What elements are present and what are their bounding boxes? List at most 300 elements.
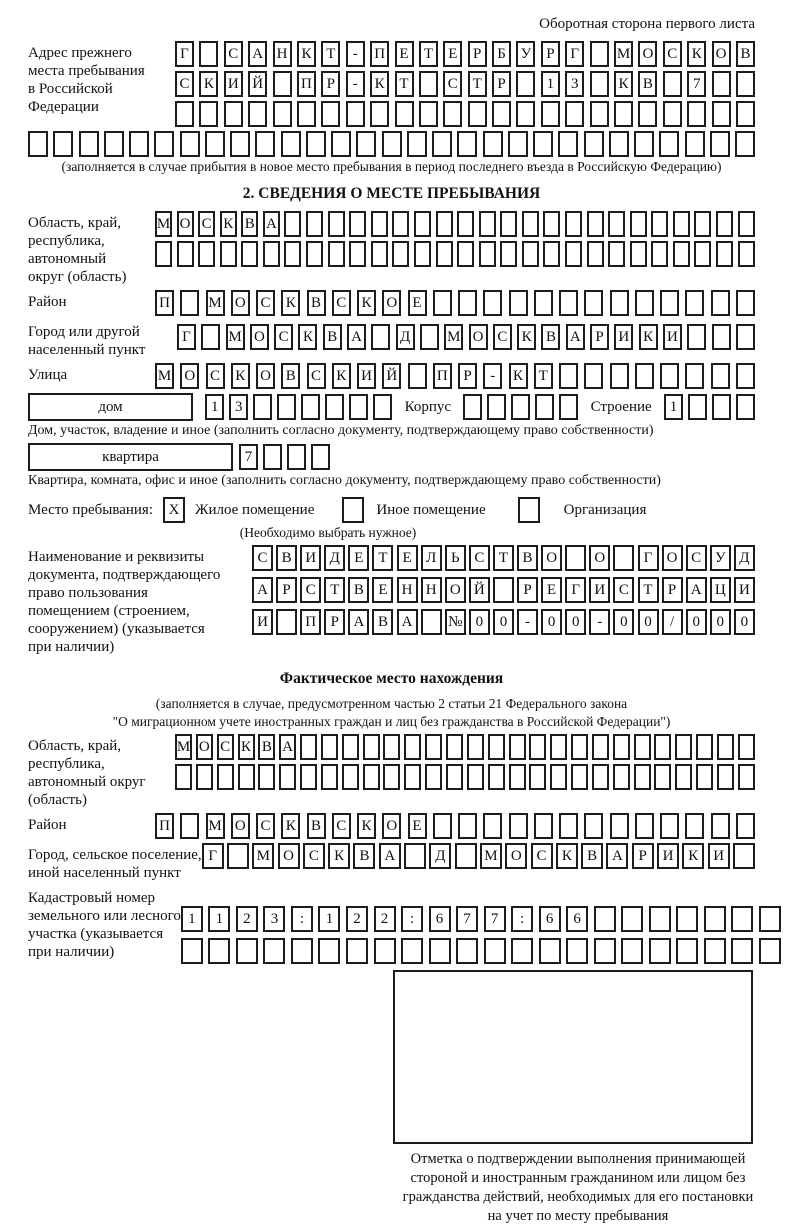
char-cell[interactable] (571, 764, 588, 790)
char-cell[interactable] (436, 241, 453, 267)
char-cell[interactable] (687, 324, 706, 350)
char-cell[interactable] (371, 241, 388, 267)
char-cell[interactable] (279, 764, 296, 790)
char-cell[interactable]: 2 (346, 906, 368, 932)
char-cell[interactable] (712, 71, 731, 97)
char-cell[interactable]: А (263, 211, 280, 237)
char-cell[interactable] (704, 938, 726, 964)
char-cell[interactable]: : (401, 906, 423, 932)
char-cell[interactable] (559, 394, 578, 420)
char-cell[interactable]: А (686, 577, 707, 603)
char-cell[interactable]: К (281, 290, 300, 316)
char-cell[interactable] (738, 211, 755, 237)
char-cell[interactable]: 3 (229, 394, 248, 420)
char-cell[interactable] (433, 813, 452, 839)
char-cell[interactable] (635, 363, 654, 389)
char-cell[interactable]: Т (324, 577, 345, 603)
char-cell[interactable] (704, 906, 726, 932)
char-cell[interactable]: 1 (205, 394, 224, 420)
char-cell[interactable]: У (710, 545, 731, 571)
char-cell[interactable]: П (155, 813, 174, 839)
char-cell[interactable]: В (736, 41, 755, 67)
char-cell[interactable] (609, 131, 629, 157)
char-cell[interactable]: И (657, 843, 679, 869)
char-cell[interactable]: Н (397, 577, 418, 603)
char-cell[interactable]: Б (492, 41, 511, 67)
char-cell[interactable] (446, 734, 463, 760)
char-cell[interactable] (660, 363, 679, 389)
char-cell[interactable] (584, 813, 603, 839)
char-cell[interactable]: 1 (181, 906, 203, 932)
char-cell[interactable]: А (252, 577, 273, 603)
char-cell[interactable]: К (281, 813, 300, 839)
char-cell[interactable]: 7 (687, 71, 706, 97)
char-cell[interactable] (291, 938, 313, 964)
char-cell[interactable] (694, 211, 711, 237)
char-cell[interactable] (508, 131, 528, 157)
char-cell[interactable] (759, 906, 781, 932)
char-cell[interactable] (443, 101, 462, 127)
char-cell[interactable] (180, 813, 199, 839)
char-cell[interactable]: Д (396, 324, 415, 350)
char-cell[interactable]: Р (468, 41, 487, 67)
char-cell[interactable] (331, 131, 351, 157)
char-cell[interactable] (458, 813, 477, 839)
char-cell[interactable] (663, 71, 682, 97)
char-cell[interactable]: С (256, 290, 275, 316)
char-cell[interactable] (273, 71, 292, 97)
char-cell[interactable]: С (274, 324, 293, 350)
char-cell[interactable] (696, 734, 713, 760)
char-cell[interactable] (467, 734, 484, 760)
char-cell[interactable] (717, 764, 734, 790)
char-cell[interactable]: О (256, 363, 275, 389)
char-cell[interactable]: А (248, 41, 267, 67)
char-cell[interactable] (543, 241, 560, 267)
char-cell[interactable] (392, 241, 409, 267)
char-cell[interactable] (463, 394, 482, 420)
char-cell[interactable] (638, 101, 657, 127)
char-cell[interactable] (736, 394, 755, 420)
char-cell[interactable] (590, 101, 609, 127)
char-cell[interactable] (436, 211, 453, 237)
char-cell[interactable] (712, 101, 731, 127)
char-cell[interactable]: К (370, 71, 389, 97)
char-cell[interactable] (180, 131, 200, 157)
char-cell[interactable]: Н (421, 577, 442, 603)
char-cell[interactable]: М (175, 734, 192, 760)
char-cell[interactable]: М (206, 813, 225, 839)
char-cell[interactable] (311, 444, 330, 470)
char-cell[interactable] (395, 101, 414, 127)
char-cell[interactable] (241, 241, 258, 267)
char-cell[interactable]: М (252, 843, 274, 869)
char-cell[interactable] (217, 764, 234, 790)
char-cell[interactable]: О (638, 41, 657, 67)
char-cell[interactable]: Е (408, 290, 427, 316)
char-cell[interactable]: П (370, 41, 389, 67)
char-cell[interactable] (407, 131, 427, 157)
char-cell[interactable] (205, 131, 225, 157)
char-cell[interactable]: В (517, 545, 538, 571)
char-cell[interactable] (224, 101, 243, 127)
char-cell[interactable] (281, 131, 301, 157)
char-cell[interactable] (263, 938, 285, 964)
char-cell[interactable] (559, 813, 578, 839)
char-cell[interactable]: Г (565, 577, 586, 603)
char-cell[interactable]: О (382, 290, 401, 316)
char-cell[interactable] (736, 71, 755, 97)
char-cell[interactable] (663, 101, 682, 127)
char-cell[interactable] (306, 131, 326, 157)
char-cell[interactable] (717, 734, 734, 760)
char-cell[interactable] (342, 764, 359, 790)
char-cell[interactable] (529, 764, 546, 790)
char-cell[interactable] (479, 211, 496, 237)
char-cell[interactable] (201, 324, 220, 350)
char-cell[interactable] (716, 241, 733, 267)
char-cell[interactable]: Е (372, 577, 393, 603)
char-cell[interactable]: А (397, 609, 418, 635)
char-cell[interactable]: Т (372, 545, 393, 571)
char-cell[interactable] (509, 813, 528, 839)
char-cell[interactable] (613, 545, 634, 571)
char-cell[interactable]: 0 (638, 609, 659, 635)
char-cell[interactable] (590, 41, 609, 67)
char-cell[interactable] (198, 241, 215, 267)
char-cell[interactable] (104, 131, 124, 157)
char-cell[interactable] (516, 71, 535, 97)
char-cell[interactable]: Д (734, 545, 755, 571)
char-cell[interactable]: К (357, 290, 376, 316)
char-cell[interactable]: С (469, 545, 490, 571)
char-cell[interactable] (630, 211, 647, 237)
char-cell[interactable] (284, 241, 301, 267)
char-cell[interactable] (392, 211, 409, 237)
char-cell[interactable]: О (382, 813, 401, 839)
char-cell[interactable] (529, 734, 546, 760)
char-cell[interactable]: С (332, 813, 351, 839)
char-cell[interactable] (468, 101, 487, 127)
char-cell[interactable] (614, 101, 633, 127)
char-cell[interactable]: О (662, 545, 683, 571)
char-cell[interactable] (227, 843, 249, 869)
char-cell[interactable]: Г (202, 843, 224, 869)
char-cell[interactable]: К (231, 363, 250, 389)
char-cell[interactable] (736, 101, 755, 127)
char-cell[interactable] (284, 211, 301, 237)
char-cell[interactable] (258, 764, 275, 790)
char-cell[interactable]: В (281, 363, 300, 389)
char-cell[interactable]: Е (541, 577, 562, 603)
char-cell[interactable]: Е (395, 41, 414, 67)
char-cell[interactable]: П (300, 609, 321, 635)
char-cell[interactable] (487, 394, 506, 420)
char-cell[interactable]: 2 (236, 906, 258, 932)
char-cell[interactable] (373, 394, 392, 420)
char-cell[interactable]: В (258, 734, 275, 760)
char-cell[interactable] (535, 394, 554, 420)
char-cell[interactable] (420, 324, 439, 350)
char-cell[interactable] (673, 241, 690, 267)
char-cell[interactable]: О (231, 290, 250, 316)
char-cell[interactable] (592, 734, 609, 760)
char-cell[interactable] (534, 813, 553, 839)
char-cell[interactable] (414, 211, 431, 237)
char-cell[interactable]: В (541, 324, 560, 350)
char-cell[interactable]: 1 (541, 71, 560, 97)
char-cell[interactable]: 6 (566, 906, 588, 932)
char-cell[interactable] (621, 906, 643, 932)
char-cell[interactable]: С (686, 545, 707, 571)
char-cell[interactable] (649, 906, 671, 932)
char-cell[interactable] (610, 813, 629, 839)
char-cell[interactable]: О (589, 545, 610, 571)
char-cell[interactable]: Й (469, 577, 490, 603)
char-cell[interactable]: С (300, 577, 321, 603)
char-cell[interactable] (404, 734, 421, 760)
char-cell[interactable] (696, 764, 713, 790)
char-cell[interactable] (467, 764, 484, 790)
char-cell[interactable]: Г (638, 545, 659, 571)
char-cell[interactable]: Г (175, 41, 194, 67)
char-cell[interactable] (613, 734, 630, 760)
char-cell[interactable]: Р (324, 609, 345, 635)
char-cell[interactable]: Й (382, 363, 401, 389)
char-cell[interactable]: П (297, 71, 316, 97)
char-cell[interactable] (688, 394, 707, 420)
char-cell[interactable] (421, 609, 442, 635)
char-cell[interactable] (571, 734, 588, 760)
char-cell[interactable] (584, 290, 603, 316)
char-cell[interactable] (458, 290, 477, 316)
char-cell[interactable] (516, 101, 535, 127)
char-cell[interactable]: О (278, 843, 300, 869)
char-cell[interactable] (735, 131, 755, 157)
char-cell[interactable]: Р (662, 577, 683, 603)
char-cell[interactable] (177, 241, 194, 267)
char-cell[interactable] (584, 131, 604, 157)
char-cell[interactable] (550, 734, 567, 760)
char-cell[interactable]: Т (534, 363, 553, 389)
char-cell[interactable] (306, 211, 323, 237)
char-cell[interactable] (287, 444, 306, 470)
char-cell[interactable] (541, 101, 560, 127)
char-cell[interactable]: С (224, 41, 243, 67)
char-cell[interactable]: Е (348, 545, 369, 571)
char-cell[interactable] (455, 843, 477, 869)
char-cell[interactable] (230, 131, 250, 157)
char-cell[interactable] (712, 394, 731, 420)
char-cell[interactable] (425, 764, 442, 790)
char-cell[interactable] (731, 938, 753, 964)
char-cell[interactable]: Т (468, 71, 487, 97)
char-cell[interactable] (370, 101, 389, 127)
char-cell[interactable] (565, 101, 584, 127)
char-cell[interactable] (277, 394, 296, 420)
char-cell[interactable] (321, 764, 338, 790)
char-cell[interactable]: О (505, 843, 527, 869)
char-cell[interactable]: Г (177, 324, 196, 350)
char-cell[interactable] (634, 734, 651, 760)
char-cell[interactable]: 2 (374, 906, 396, 932)
char-cell[interactable] (509, 290, 528, 316)
char-cell[interactable] (346, 938, 368, 964)
char-cell[interactable] (738, 241, 755, 267)
char-cell[interactable]: Т (395, 71, 414, 97)
char-cell[interactable] (685, 131, 705, 157)
char-cell[interactable] (236, 938, 258, 964)
char-cell[interactable] (675, 734, 692, 760)
char-cell[interactable]: Т (419, 41, 438, 67)
residential-checkbox[interactable]: X (163, 497, 185, 523)
char-cell[interactable]: Т (321, 41, 340, 67)
char-cell[interactable]: : (291, 906, 313, 932)
char-cell[interactable]: Р (321, 71, 340, 97)
char-cell[interactable]: М (614, 41, 633, 67)
char-cell[interactable]: С (206, 363, 225, 389)
char-cell[interactable] (300, 764, 317, 790)
char-cell[interactable]: М (206, 290, 225, 316)
char-cell[interactable]: Й (248, 71, 267, 97)
char-cell[interactable] (328, 241, 345, 267)
char-cell[interactable] (425, 734, 442, 760)
char-cell[interactable]: № (445, 609, 466, 635)
char-cell[interactable] (199, 101, 218, 127)
char-cell[interactable]: В (323, 324, 342, 350)
char-cell[interactable]: О (712, 41, 731, 67)
char-cell[interactable]: И (252, 609, 273, 635)
char-cell[interactable] (651, 211, 668, 237)
char-cell[interactable]: И (708, 843, 730, 869)
char-cell[interactable]: Ц (710, 577, 731, 603)
char-cell[interactable] (349, 211, 366, 237)
char-cell[interactable] (634, 131, 654, 157)
char-cell[interactable]: 7 (239, 444, 258, 470)
char-cell[interactable] (687, 101, 706, 127)
char-cell[interactable] (276, 609, 297, 635)
char-cell[interactable] (263, 444, 282, 470)
char-cell[interactable]: К (328, 843, 350, 869)
char-cell[interactable]: В (581, 843, 603, 869)
char-cell[interactable]: О (250, 324, 269, 350)
char-cell[interactable] (483, 813, 502, 839)
char-cell[interactable] (175, 101, 194, 127)
char-cell[interactable]: И (224, 71, 243, 97)
char-cell[interactable] (404, 843, 426, 869)
char-cell[interactable]: К (517, 324, 536, 350)
char-cell[interactable] (154, 131, 174, 157)
char-cell[interactable] (253, 394, 272, 420)
char-cell[interactable] (196, 764, 213, 790)
char-cell[interactable] (608, 241, 625, 267)
char-cell[interactable] (342, 734, 359, 760)
char-cell[interactable]: С (303, 843, 325, 869)
char-cell[interactable]: 0 (541, 609, 562, 635)
char-cell[interactable]: К (687, 41, 706, 67)
char-cell[interactable] (321, 734, 338, 760)
char-cell[interactable] (180, 290, 199, 316)
char-cell[interactable]: С (613, 577, 634, 603)
organization-checkbox[interactable] (518, 497, 540, 523)
char-cell[interactable]: М (226, 324, 245, 350)
char-cell[interactable]: В (276, 545, 297, 571)
char-cell[interactable] (509, 734, 526, 760)
char-cell[interactable] (712, 324, 731, 350)
char-cell[interactable]: С (531, 843, 553, 869)
char-cell[interactable] (255, 131, 275, 157)
char-cell[interactable] (238, 764, 255, 790)
char-cell[interactable] (328, 211, 345, 237)
char-cell[interactable] (673, 211, 690, 237)
char-cell[interactable] (736, 813, 755, 839)
char-cell[interactable] (608, 211, 625, 237)
char-cell[interactable] (610, 363, 629, 389)
char-cell[interactable]: К (682, 843, 704, 869)
char-cell[interactable] (659, 131, 679, 157)
char-cell[interactable] (675, 764, 692, 790)
char-cell[interactable]: Р (492, 71, 511, 97)
char-cell[interactable] (383, 734, 400, 760)
char-cell[interactable] (736, 363, 755, 389)
char-cell[interactable] (325, 394, 344, 420)
char-cell[interactable] (649, 938, 671, 964)
char-cell[interactable]: 0 (565, 609, 586, 635)
char-cell[interactable]: А (566, 324, 585, 350)
char-cell[interactable]: М (155, 211, 172, 237)
char-cell[interactable] (759, 938, 781, 964)
char-cell[interactable] (318, 938, 340, 964)
char-cell[interactable]: 3 (565, 71, 584, 97)
char-cell[interactable] (651, 241, 668, 267)
char-cell[interactable] (493, 577, 514, 603)
char-cell[interactable] (654, 764, 671, 790)
char-cell[interactable] (522, 211, 539, 237)
char-cell[interactable]: Р (276, 577, 297, 603)
char-cell[interactable] (500, 241, 517, 267)
char-cell[interactable]: В (307, 813, 326, 839)
char-cell[interactable] (374, 938, 396, 964)
char-cell[interactable] (371, 324, 390, 350)
char-cell[interactable] (533, 131, 553, 157)
char-cell[interactable] (408, 363, 427, 389)
char-cell[interactable]: Р (458, 363, 477, 389)
char-cell[interactable] (676, 938, 698, 964)
char-cell[interactable]: К (614, 71, 633, 97)
char-cell[interactable] (539, 938, 561, 964)
char-cell[interactable] (28, 131, 48, 157)
char-cell[interactable]: Р (517, 577, 538, 603)
char-cell[interactable] (129, 131, 149, 157)
char-cell[interactable]: С (175, 71, 194, 97)
char-cell[interactable] (711, 290, 730, 316)
char-cell[interactable] (297, 101, 316, 127)
char-cell[interactable] (382, 131, 402, 157)
char-cell[interactable]: 6 (539, 906, 561, 932)
char-cell[interactable]: К (357, 813, 376, 839)
char-cell[interactable]: 7 (456, 906, 478, 932)
char-cell[interactable] (594, 906, 616, 932)
char-cell[interactable] (587, 241, 604, 267)
char-cell[interactable]: А (379, 843, 401, 869)
char-cell[interactable]: У (516, 41, 535, 67)
char-cell[interactable] (349, 241, 366, 267)
char-cell[interactable] (592, 764, 609, 790)
char-cell[interactable] (660, 290, 679, 316)
char-cell[interactable]: О (196, 734, 213, 760)
char-cell[interactable]: А (348, 609, 369, 635)
char-cell[interactable] (710, 131, 730, 157)
